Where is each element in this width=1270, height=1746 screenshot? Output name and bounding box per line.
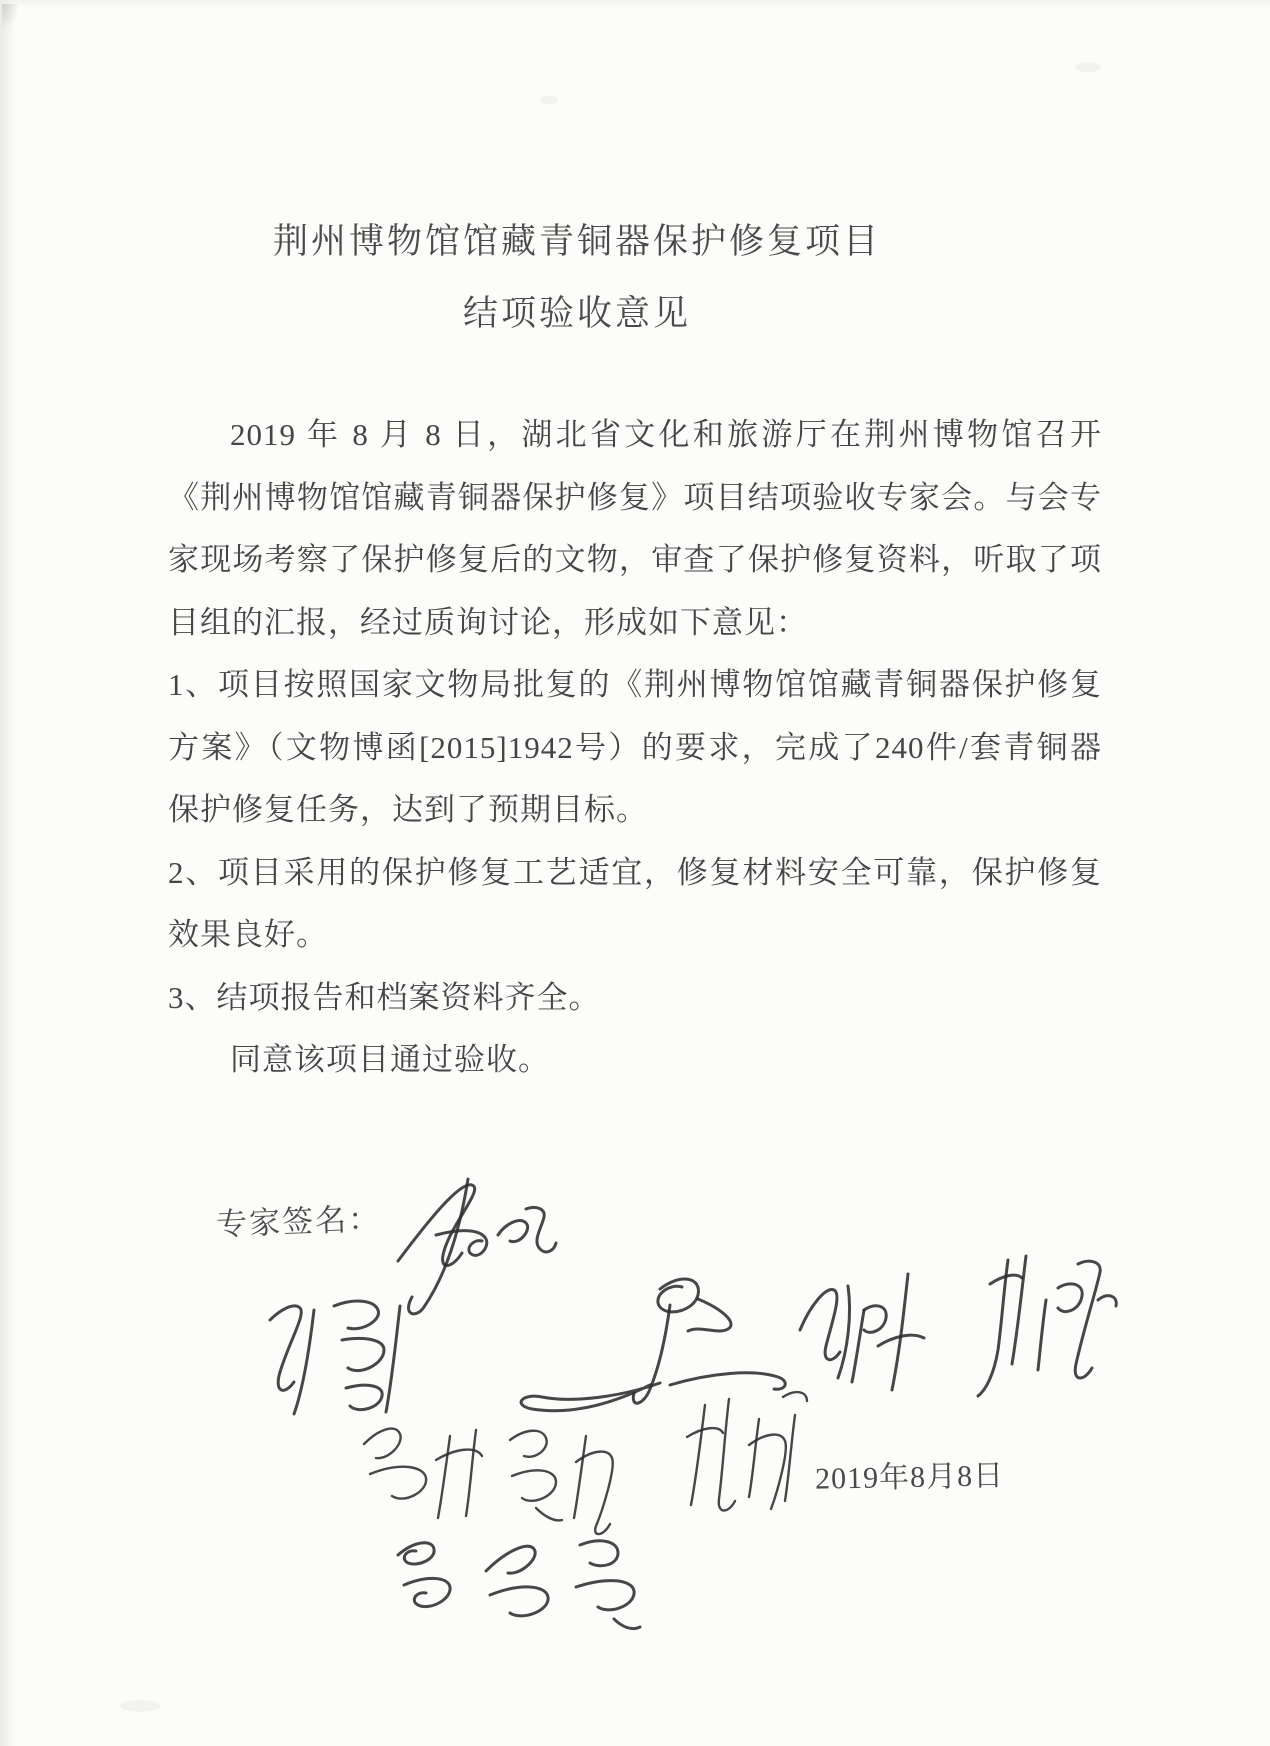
scan-smudge [1075,62,1101,72]
expert-signature-label: 专家签名： [215,1201,382,1242]
handwritten-signature-5 [950,1240,1130,1400]
scan-corner-mark [2,4,20,30]
paragraph-item-2: 2、项目采用的保护修复工艺适宜，修复材料安全可靠，保护修复效果良好。 [168,854,1102,952]
paragraph-intro: 2019 年 8 月 8 日，湖北省文化和旅游厅在荆州博物馆召开《荆州博物馆馆藏青铜器保护修复》项目结项验收专家会。与会专家现场考察了保护修复后的文物，审查了保护修复资料，听取了项目组的汇报，经过质询讨论，形成如下意见： [168,417,1102,640]
paragraph-item-1: 1、项目按照国家文物局批复的《荆州博物馆馆藏青铜器保护修复方案》（文物博函[2015]1942号）的要求，完成了240件/套青铜器保护修复任务，达到了预期目标。 [168,667,1102,827]
scan-smudge [540,96,558,104]
handwritten-signature-7 [665,1375,835,1525]
handwritten-signature-8 [370,1515,650,1665]
document-body [168,404,1102,1092]
signature-date: 2019年8月8日 [814,1459,1005,1496]
paragraph-conclusion: 同意该项目通过验收。 [230,1042,550,1077]
paragraph-item-3: 3、结项报告和档案资料齐全。 [168,979,601,1015]
document-title: 荆州博物馆馆藏青铜器保护修复项目 [272,222,881,261]
scan-edge-artifact [0,0,1270,8]
scan-smudge [120,1700,160,1712]
document-subtitle: 结项验收意见 [462,294,691,333]
scan-edge-artifact [0,0,16,1746]
